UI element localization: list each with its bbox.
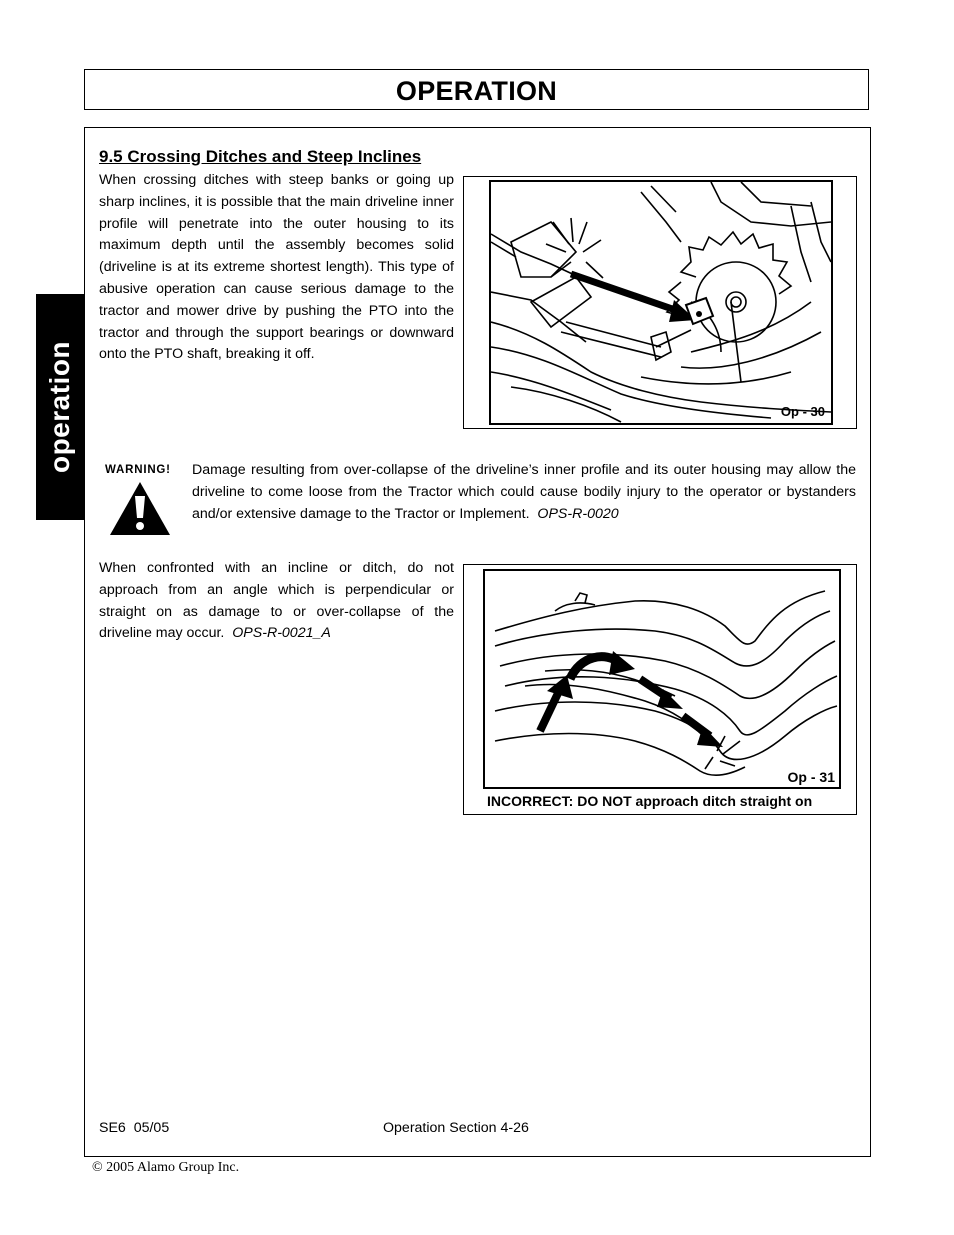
driveline-illustration: [491, 182, 831, 423]
figure-op-31-label: Op - 31: [787, 769, 835, 785]
figure-op-30-illustration: [489, 180, 833, 425]
warning-label: WARNING!: [105, 464, 171, 476]
section-title: 9.5 Crossing Ditches and Steep Inclines: [99, 147, 422, 166]
page-header-title: OPERATION: [395, 76, 558, 106]
side-tab: [36, 294, 84, 520]
figure-op-31: [463, 564, 857, 815]
figure-op-30-label: Op - 30: [780, 404, 825, 419]
paragraph-abusive-operation: When crossing ditches with steep banks or going up sharp inclines, it is possible that the main driveline inner profile will penetrate into the outer housing to its maximum depth until the assembly becomes solid (driveline is at its extreme shortest length). This type of abusive operation can cause serious damage to the tractor and mower drive by pushing the PTO into the tractor and through the support bearings or downward onto the PTO shaft, breaking it off.: [99, 172, 454, 363]
header-box: [84, 69, 869, 110]
side-tab-label: operation: [44, 340, 75, 474]
warning-text: [192, 460, 856, 525]
ditch-illustration: [485, 571, 839, 787]
figure-op-30: [463, 176, 857, 429]
warning-ref: OPS-R-0020: [537, 505, 619, 522]
footer-section-page: Operation Section 4-26: [383, 1120, 529, 1136]
footer-copyright: © 2005 Alamo Group Inc.: [92, 1160, 240, 1175]
warning-body: Damage resulting from over-collapse of the driveline’s inner profile and its outer housing may allow the driveline to come loose from the Tractor which could cause bodily injury to the operator or bystanders and/or extensive damage to the Tractor or Implement.: [192, 462, 856, 522]
paragraph2-body: When confronted with an incline or ditch, do not approach from an angle which is perpendicular or straight on as damage to or over-collapse of the driveline may occur.: [99, 560, 454, 642]
figure-op-31-illustration: [483, 569, 841, 789]
footer-doc-id: SE6 05/05: [99, 1120, 170, 1136]
paragraph2-ref: OPS-R-0021_A: [232, 625, 331, 642]
paragraph-incline-approach: [99, 558, 454, 645]
figure-op-31-caption: INCORRECT: DO NOT approach ditch straight on: [487, 793, 813, 809]
warning-triangle-icon: [108, 480, 172, 538]
